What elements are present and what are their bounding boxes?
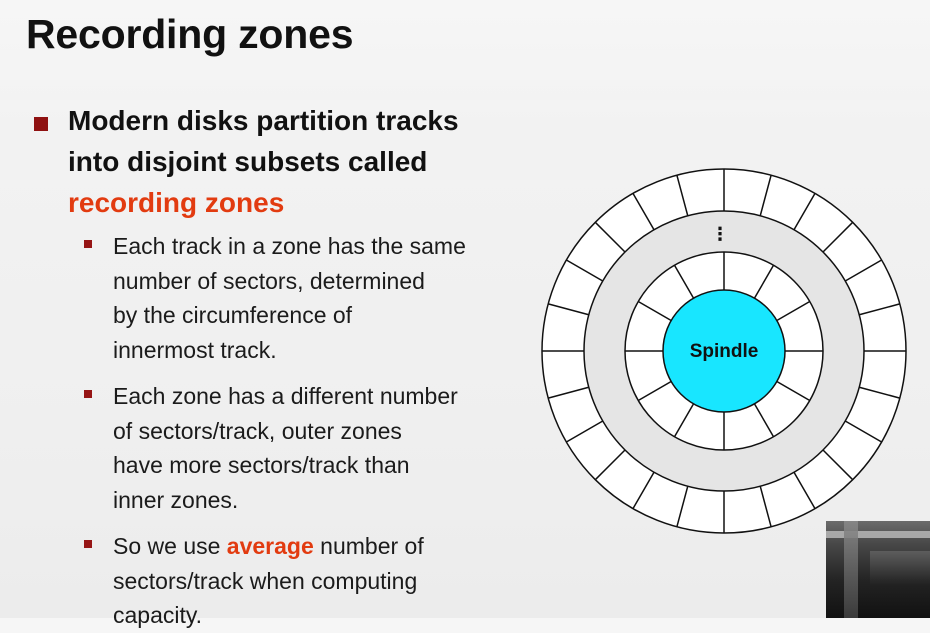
main-bullet-square-icon — [34, 117, 48, 131]
sub-bullet-3-text-before: So we use — [113, 533, 227, 559]
room-photo-post — [844, 521, 858, 618]
recording-zones-diagram — [530, 168, 920, 538]
sub-bullet-square-icon — [84, 540, 92, 548]
sub-bullet-item-1 — [84, 229, 524, 367]
slide-title: Recording zones — [26, 11, 354, 57]
sub-bullet-list — [84, 229, 524, 633]
sub-bullet-1-line-1: Each track in a zone has the same — [113, 233, 466, 259]
average-highlight: average — [226, 533, 314, 559]
sub-bullet-3-line-1 — [113, 529, 524, 564]
sub-bullet-square-icon — [84, 390, 92, 398]
sub-bullet-2-line-3: have more sectors/track than — [113, 452, 410, 478]
track-ellipsis-icon: ⋮ — [711, 224, 729, 245]
sub-bullet-2-line-2: of sectors/track, outer zones — [113, 417, 402, 444]
main-bullet-line-1: Modern disks partition tracks — [68, 105, 459, 136]
sub-bullet-2-line-4: inner zones. — [113, 486, 239, 513]
sub-bullet-3-line-3: capacity. — [113, 602, 203, 628]
room-photo — [826, 521, 930, 618]
room-photo-stripe — [826, 531, 930, 538]
sub-bullet-3-line-2: sectors/track when computing — [113, 567, 418, 594]
spindle-label: Spindle — [689, 341, 759, 362]
sub-bullet-square-icon — [84, 240, 92, 248]
room-photo-glow — [870, 551, 930, 586]
main-bullet-text — [68, 100, 508, 223]
main-bullet-line-2: into disjoint subsets called — [68, 146, 428, 177]
sub-bullet-item-3 — [84, 529, 524, 633]
sub-bullet-item-2 — [84, 379, 524, 517]
main-bullet-highlight: recording zones — [68, 187, 285, 218]
sub-bullet-1-line-3: by the circumference of — [113, 302, 353, 328]
sub-bullet-2-line-1: Each zone has a different number — [113, 383, 458, 409]
sub-bullet-1-line-4: innermost track. — [113, 336, 277, 363]
sub-bullet-3-text-after: number of — [313, 533, 424, 559]
sub-bullet-1-line-2: number of sectors, determined — [113, 267, 425, 294]
